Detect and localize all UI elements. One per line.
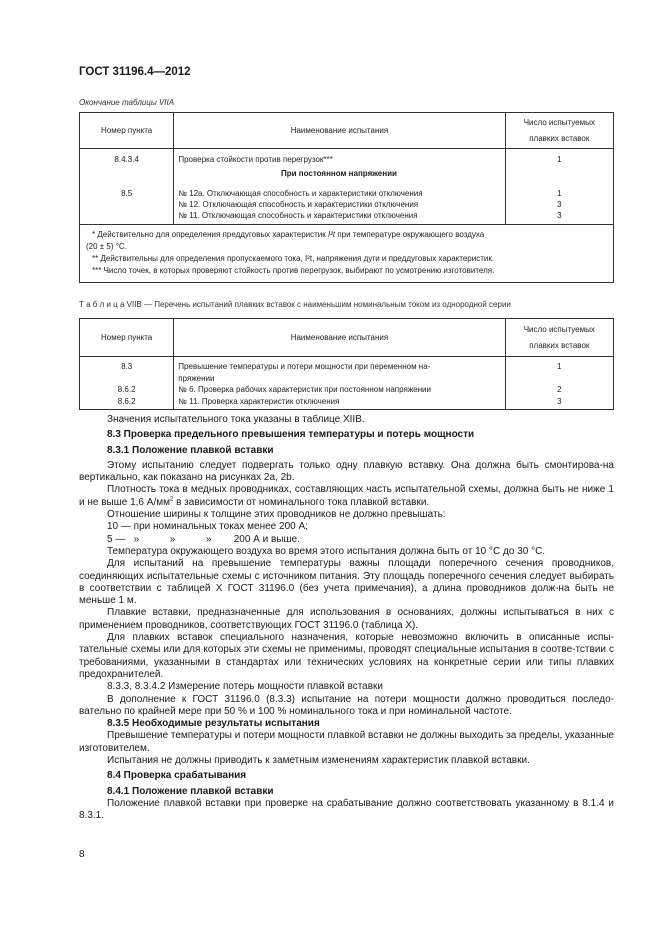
table-a-row1-num: 8.4.3.4 bbox=[114, 155, 139, 164]
paragraph-8: Для испытаний на превышение температуры важны площади поперечного сечения проводников, соединяющих испытательные схемы с источником питания. Эту площадь поперечного сечения следует выбирать в соответствии с таблицей X ГОСТ 31196.0 (без учета примечания), а длина проводников долж-на быть не меньше 1 м. bbox=[79, 558, 614, 607]
table-a-counts bbox=[505, 149, 613, 225]
heading-8-3-1: 8.3.1 Положение плавкой вставки bbox=[107, 444, 274, 456]
table-a-numbers bbox=[80, 149, 174, 225]
body-text bbox=[79, 414, 614, 823]
table-b-col-count-line2: плавких вставок bbox=[529, 340, 590, 350]
table-b-row1-name-2: пряжении bbox=[178, 373, 215, 383]
table-a-footnote-2: ** Действительны для определения пропускаемого тока, I²t, напряжения дуги и преддуговых характеристик. bbox=[92, 254, 495, 263]
table-b-col-number: Номер пункта bbox=[80, 319, 174, 357]
table-b-row2-count: 2 bbox=[557, 385, 562, 394]
table-a-row2-count-3: 3 bbox=[557, 211, 562, 220]
table-a-names bbox=[174, 149, 505, 225]
table-viia bbox=[79, 112, 614, 283]
table-b-row1-num: 8.3 bbox=[121, 362, 133, 371]
table-b-row2-num: 8.6.2 bbox=[117, 385, 136, 394]
table-a-col-count-line2: плавких вставок bbox=[529, 133, 590, 143]
document-header: ГОСТ 31196.4—2012 bbox=[79, 66, 191, 78]
paragraph-5: 10 — при номинальных токах менее 200 А; bbox=[107, 521, 308, 533]
paragraph-13: Превышение температуры и потери мощности плавкой вставки не должны выходить за пределы, указанные изготовителем. bbox=[79, 730, 614, 754]
table-a-col-name: Наименование испытания bbox=[174, 113, 505, 149]
table-a-row2-name-1: № 12а. Отключающая способность и характеристики отключения bbox=[178, 189, 423, 198]
paragraph-3: Плотность тока в медных проводниках, составляющих часть испытательной схемы, должна быть не ниже 1 и не выше 1,6 $А/мм^2$ в зависимости от номинального тока плавкой вставки. bbox=[79, 484, 614, 508]
table-a-row2-count-1: 1 bbox=[557, 189, 562, 198]
table-b-row3-count: 3 bbox=[557, 396, 562, 406]
paragraph-11: 8.3.3, 8.3.4.2 Измерение потерь мощности плавкой вставки bbox=[107, 681, 384, 693]
table-viib bbox=[79, 318, 614, 410]
table-b-row3-num: 8.6.2 bbox=[117, 396, 136, 406]
page-number: 8 bbox=[79, 849, 85, 860]
table-a-footnotes bbox=[80, 225, 614, 283]
table-b-names bbox=[174, 357, 505, 410]
table-a-row1-count: 1 bbox=[557, 155, 562, 164]
paragraph-14: Испытания не должны приводить к заметным изменениям характеристик плавкой вставки. bbox=[107, 755, 530, 767]
paragraph-15: Положение плавкой вставки при проверке на срабатывание должно соответствовать указанному в 8.1.4 и 8.3.1. bbox=[79, 797, 614, 822]
paragraph-12: В дополнение к ГОСТ 31196.0 (8.3.3) испытание на потери мощности должно проводиться последо-вательно по крайней мере при 50 % и 100 % номинального тока и при номинальной частоте. bbox=[79, 693, 614, 717]
table-a-row2-count-2: 3 bbox=[557, 200, 562, 209]
table-b-row3-name: № 11. Проверка характеристик отключения bbox=[178, 396, 340, 406]
table-a-row2-name-2: № 12. Отключающая способность и характеристики отключения bbox=[178, 200, 419, 209]
table-b-col-count-line1: Число испытуемых bbox=[523, 324, 595, 334]
table-a-footnote-3: *** Число точек, в которых проверяют стойкость против перегрузок, выбирают по усмотрению изготовителя. bbox=[92, 266, 495, 275]
paragraph-4: Отношение ширины к толщине этих проводников не должно превышать: bbox=[107, 509, 446, 521]
table-a-footnote-1-cont: (20 ± 5) °С. bbox=[86, 242, 127, 251]
paragraph-10: Для плавких вставок специального назначения, которые невозможно включить в описанные испы-тательные схемы или для которых эти схемы не применимы, проводят специальные испытания в соотве-тствии с требованиями, указанными в стандартах или технических условиях на конкретные серии или типы плавких предохранителей. bbox=[79, 632, 614, 680]
table-a-caption: Окончание таблицы VIIA bbox=[79, 98, 175, 107]
table-a-footnote-1: * Действительно для определения преддуговых характеристик I²t при температуре окружающего воздуха bbox=[92, 230, 485, 239]
table-a-row2-name-3: № 11. Отключающая способность и характеристики отключения bbox=[178, 211, 418, 220]
paragraph-1: Значения испытательного тока указаны в таблице XIIB. bbox=[107, 414, 365, 425]
table-a-row1-name: Проверка стойкости против перегрузок*** bbox=[178, 155, 333, 164]
table-b-caption: Т а б л и ц а VIIB — Перечень испытаний плавких вставок с наименьшим номинальным током из однородной серии bbox=[79, 300, 511, 309]
paragraph-2: Этому испытанию следует подвергать только одну плавкую вставку. Она должна быть смонтирова-на вертикально, как показано на рисунках 2а, 2b. bbox=[79, 459, 614, 484]
table-a-col-number: Номер пункта bbox=[80, 113, 174, 149]
table-a-col-count bbox=[505, 113, 613, 149]
table-a-subheading: При постоянном напряжении bbox=[280, 169, 397, 178]
heading-8-3-5: 8.3.5 Необходимые результаты испытания bbox=[107, 718, 320, 730]
table-b-col-count bbox=[505, 319, 613, 357]
table-b-numbers bbox=[80, 357, 174, 410]
paragraph-9: Плавкие вставки, предназначенные для использования в основаниях, должны испытываться в них с применением проводников, соответствующих ГОСТ 31196.0 (таблица X). bbox=[79, 607, 614, 631]
table-a-row2-num: 8.5 bbox=[121, 189, 133, 198]
table-b-row2-name: № 6. Проверка рабочих характеристик при постоянном напряжении bbox=[178, 385, 431, 394]
table-b-row1-count: 1 bbox=[557, 362, 562, 371]
paragraph-6: 5 — » » » 200 А и выше. bbox=[107, 533, 300, 545]
heading-8-4: 8.4 Проверка срабатывания bbox=[107, 770, 247, 782]
table-b-col-name: Наименование испытания bbox=[174, 319, 505, 357]
heading-8-3: 8.3 Проверка предельного превышения температуры и потерь мощности bbox=[107, 429, 475, 441]
table-a-col-count-line1: Число испытуемых bbox=[523, 117, 595, 127]
table-b-counts bbox=[505, 357, 613, 410]
table-b-row1-name-1: Превышение температуры и потери мощности при переменном на- bbox=[178, 362, 431, 371]
heading-8-4-1: 8.4.1 Положение плавкой вставки bbox=[107, 785, 274, 797]
paragraph-7: Температура окружающего воздуха во время этого испытания должна быть от 10 °С до 30 °С. bbox=[107, 545, 546, 557]
